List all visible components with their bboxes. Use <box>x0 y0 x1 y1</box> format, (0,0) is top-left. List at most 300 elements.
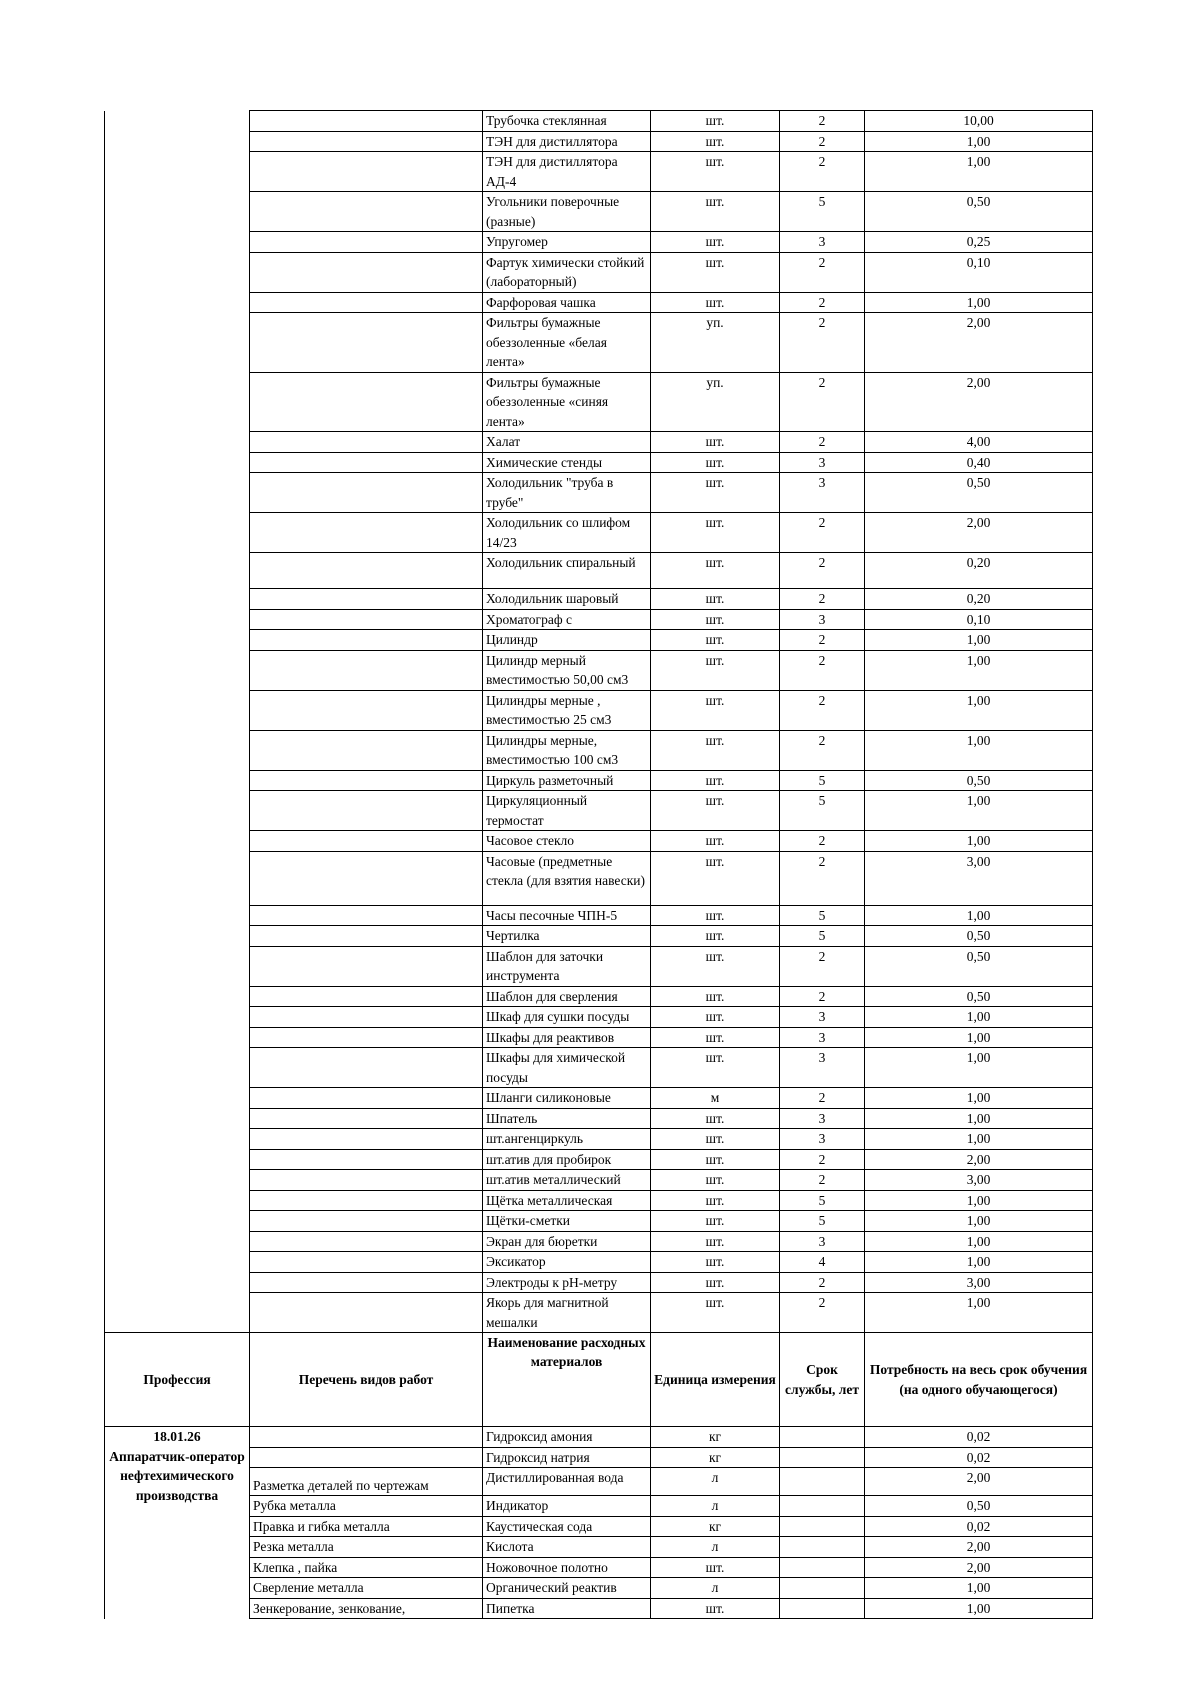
service-life-cell: 2 <box>780 946 865 986</box>
works-cell <box>250 1149 483 1170</box>
header-profession: Профессия <box>105 1333 250 1427</box>
requirement-cell: 1,00 <box>865 1129 1093 1150</box>
table-row <box>105 1129 1093 1150</box>
material-name-cell: Ножовочное полотно <box>483 1557 651 1578</box>
requirement-cell: 0,50 <box>865 986 1093 1007</box>
works-cell <box>250 1272 483 1293</box>
unit-cell: шт. <box>651 1027 780 1048</box>
requirement-cell: 1,00 <box>865 1108 1093 1129</box>
works-cell <box>250 252 483 292</box>
table-row <box>105 630 1093 651</box>
requirement-cell: 0,20 <box>865 553 1093 589</box>
requirement-cell: 1,00 <box>865 650 1093 690</box>
requirement-cell: 1,00 <box>865 1598 1093 1619</box>
unit-cell: л <box>651 1578 780 1599</box>
service-life-cell: 3 <box>780 232 865 253</box>
service-life-cell: 3 <box>780 1007 865 1028</box>
service-life-cell <box>780 1468 865 1496</box>
profession-cell <box>105 232 250 253</box>
works-cell <box>250 1007 483 1028</box>
works-cell <box>250 111 483 132</box>
requirement-cell: 1,00 <box>865 131 1093 152</box>
material-name-cell: Кислота <box>483 1537 651 1558</box>
profession-code: 18.01.26 <box>153 1429 201 1444</box>
profession-cell <box>105 152 250 192</box>
profession-cell <box>105 1048 250 1088</box>
material-name-cell: Каустическая сода <box>483 1516 651 1537</box>
unit-cell: шт. <box>651 1170 780 1191</box>
table-row <box>105 1427 1093 1448</box>
profession-cell <box>105 1088 250 1109</box>
table-row <box>105 1108 1093 1129</box>
requirement-cell: 2,00 <box>865 513 1093 553</box>
service-life-cell: 2 <box>780 1149 865 1170</box>
profession-cell <box>105 1170 250 1191</box>
works-cell <box>250 1211 483 1232</box>
service-life-cell: 3 <box>780 1027 865 1048</box>
works-cell <box>250 630 483 651</box>
material-name-cell: Щётки-сметки <box>483 1211 651 1232</box>
service-life-cell: 3 <box>780 473 865 513</box>
service-life-cell: 2 <box>780 851 865 905</box>
requirement-cell: 4,00 <box>865 432 1093 453</box>
table-row <box>105 232 1093 253</box>
table-row <box>105 1447 1093 1468</box>
unit-cell: л <box>651 1496 780 1517</box>
service-life-cell: 2 <box>780 313 865 373</box>
service-life-cell: 2 <box>780 630 865 651</box>
table-row <box>105 851 1093 905</box>
material-name-cell: Индикатор <box>483 1496 651 1517</box>
material-name-cell: Холодильник "труба в трубе" <box>483 473 651 513</box>
material-name-cell: Щётка металлическая <box>483 1190 651 1211</box>
unit-cell: шт. <box>651 252 780 292</box>
header-service-life: Срок службы, лет <box>780 1333 865 1427</box>
profession-cell <box>105 609 250 630</box>
requirement-cell: 1,00 <box>865 1231 1093 1252</box>
material-name-cell: Пипетка <box>483 1598 651 1619</box>
material-name-cell: Шкафы для химической посуды <box>483 1048 651 1088</box>
requirement-cell: 0,50 <box>865 926 1093 947</box>
works-cell <box>250 589 483 610</box>
works-cell <box>250 1252 483 1273</box>
service-life-cell <box>780 1516 865 1537</box>
requirement-cell: 2,00 <box>865 1468 1093 1496</box>
requirement-cell: 1,00 <box>865 690 1093 730</box>
works-cell <box>250 131 483 152</box>
profession-cell <box>105 111 250 132</box>
profession-cell <box>105 770 250 791</box>
works-cell <box>250 432 483 453</box>
unit-cell: шт. <box>651 1048 780 1088</box>
unit-cell: шт. <box>651 131 780 152</box>
requirement-cell: 1,00 <box>865 905 1093 926</box>
table-row <box>105 1272 1093 1293</box>
service-life-cell: 2 <box>780 690 865 730</box>
unit-cell: шт. <box>651 1252 780 1273</box>
table-row <box>105 650 1093 690</box>
requirement-cell: 1,00 <box>865 1088 1093 1109</box>
service-life-cell: 2 <box>780 589 865 610</box>
service-life-cell: 5 <box>780 770 865 791</box>
table-row <box>105 609 1093 630</box>
table-row <box>105 1190 1093 1211</box>
profession-cell <box>105 926 250 947</box>
works-cell <box>250 986 483 1007</box>
profession-cell <box>105 1190 250 1211</box>
requirement-cell: 1,00 <box>865 1578 1093 1599</box>
unit-cell: уп. <box>651 372 780 432</box>
unit-cell: шт. <box>651 1231 780 1252</box>
unit-cell: шт. <box>651 452 780 473</box>
requirement-cell: 2,00 <box>865 372 1093 432</box>
profession-cell <box>105 1211 250 1232</box>
material-name-cell: Дистиллированная вода <box>483 1468 651 1496</box>
unit-cell: шт. <box>651 926 780 947</box>
material-name-cell: Халат <box>483 432 651 453</box>
service-life-cell: 3 <box>780 609 865 630</box>
work-type-cell: Зенкерование, зенкование, <box>250 1598 483 1619</box>
table-row <box>105 252 1093 292</box>
profession-cell <box>105 791 250 831</box>
profession-cell <box>105 292 250 313</box>
table-row <box>105 770 1093 791</box>
service-life-cell <box>780 1537 865 1558</box>
unit-cell: кг <box>651 1516 780 1537</box>
material-name-cell: Цилиндр <box>483 630 651 651</box>
table-row <box>105 589 1093 610</box>
table-row <box>105 131 1093 152</box>
service-life-cell: 2 <box>780 111 865 132</box>
table-row <box>105 452 1093 473</box>
service-life-cell: 5 <box>780 1190 865 1211</box>
service-life-cell: 5 <box>780 192 865 232</box>
unit-cell: шт. <box>651 609 780 630</box>
material-name-cell: шт.атив металлический <box>483 1170 651 1191</box>
table-row <box>105 372 1093 432</box>
works-cell <box>250 690 483 730</box>
service-life-cell: 3 <box>780 1048 865 1088</box>
table-row <box>105 1170 1093 1191</box>
material-name-cell: Фильтры бумажные обеззоленные «синяя лента» <box>483 372 651 432</box>
requirement-cell: 2,00 <box>865 1149 1093 1170</box>
works-cell <box>250 730 483 770</box>
table-row <box>105 730 1093 770</box>
profession-cell <box>105 630 250 651</box>
service-life-cell: 3 <box>780 1129 865 1150</box>
profession-cell <box>105 1272 250 1293</box>
table-row <box>105 1578 1093 1599</box>
requirement-cell: 0,50 <box>865 1496 1093 1517</box>
requirement-cell: 0,50 <box>865 473 1093 513</box>
table-row <box>105 152 1093 192</box>
works-cell <box>250 1293 483 1333</box>
service-life-cell <box>780 1427 865 1448</box>
service-life-cell: 2 <box>780 730 865 770</box>
works-cell <box>250 1190 483 1211</box>
table-row <box>105 1027 1093 1048</box>
material-name-cell: Гидроксид натрия <box>483 1447 651 1468</box>
table-row <box>105 313 1093 373</box>
profession-cell <box>105 1231 250 1252</box>
work-type-cell: Правка и гибка металла <box>250 1516 483 1537</box>
materials-table <box>104 110 1093 1619</box>
profession-cell <box>105 1129 250 1150</box>
works-cell <box>250 1027 483 1048</box>
requirement-cell: 1,00 <box>865 1252 1093 1273</box>
table-row <box>105 1557 1093 1578</box>
profession-cell <box>105 452 250 473</box>
service-life-cell: 5 <box>780 926 865 947</box>
profession-cell <box>105 1427 250 1619</box>
profession-cell <box>105 372 250 432</box>
material-name-cell: Циркуляционный термостат <box>483 791 651 831</box>
unit-cell: кг <box>651 1427 780 1448</box>
service-life-cell: 5 <box>780 1211 865 1232</box>
requirement-cell: 0,40 <box>865 452 1093 473</box>
service-life-cell: 2 <box>780 152 865 192</box>
works-cell <box>250 851 483 905</box>
unit-cell: уп. <box>651 313 780 373</box>
requirement-cell: 0,02 <box>865 1516 1093 1537</box>
profession-cell <box>105 192 250 232</box>
works-cell <box>250 926 483 947</box>
work-type-cell <box>250 1427 483 1448</box>
table-row <box>105 946 1093 986</box>
profession-cell <box>105 252 250 292</box>
table-row <box>105 1252 1093 1273</box>
material-name-cell: шт.атив для пробирок <box>483 1149 651 1170</box>
works-cell <box>250 770 483 791</box>
unit-cell: шт. <box>651 292 780 313</box>
material-name-cell: Шаблон для сверления <box>483 986 651 1007</box>
works-cell <box>250 1048 483 1088</box>
unit-cell: шт. <box>651 1108 780 1129</box>
works-cell <box>250 473 483 513</box>
unit-cell: л <box>651 1537 780 1558</box>
material-name-cell: Цилиндры мерные, вместимостью 100 см3 <box>483 730 651 770</box>
work-type-cell: Сверление металла <box>250 1578 483 1599</box>
works-cell <box>250 292 483 313</box>
unit-cell: шт. <box>651 111 780 132</box>
unit-cell: шт. <box>651 432 780 453</box>
material-name-cell: Фарфоровая чашка <box>483 292 651 313</box>
consumables-sheet <box>104 110 1092 1619</box>
table-row <box>105 1598 1093 1619</box>
works-cell <box>250 905 483 926</box>
table-row <box>105 1537 1093 1558</box>
requirement-cell: 1,00 <box>865 1190 1093 1211</box>
requirement-cell: 0,10 <box>865 609 1093 630</box>
header-works: Перечень видов работ <box>250 1333 483 1427</box>
service-life-cell: 2 <box>780 831 865 852</box>
requirement-cell: 2,00 <box>865 1557 1093 1578</box>
table-row <box>105 831 1093 852</box>
profession-cell <box>105 650 250 690</box>
service-life-cell: 2 <box>780 1170 865 1191</box>
table-row <box>105 1048 1093 1088</box>
service-life-cell: 3 <box>780 1108 865 1129</box>
unit-cell: шт. <box>651 650 780 690</box>
service-life-cell: 5 <box>780 791 865 831</box>
material-name-cell: Шланги силиконовые <box>483 1088 651 1109</box>
unit-cell: шт. <box>651 730 780 770</box>
table-row <box>105 1007 1093 1028</box>
profession-cell <box>105 1007 250 1028</box>
requirement-cell: 1,00 <box>865 791 1093 831</box>
material-name-cell: Упругомер <box>483 232 651 253</box>
requirement-cell: 10,00 <box>865 111 1093 132</box>
works-cell <box>250 946 483 986</box>
requirement-cell: 0,02 <box>865 1447 1093 1468</box>
requirement-cell: 1,00 <box>865 730 1093 770</box>
requirement-cell: 1,00 <box>865 630 1093 651</box>
material-name-cell: Холодильник со шлифом 14/23 <box>483 513 651 553</box>
profession-cell <box>105 1293 250 1333</box>
unit-cell: шт. <box>651 232 780 253</box>
material-name-cell: Часовые (предметные стекла (для взятия навески) <box>483 851 651 905</box>
requirement-cell: 3,00 <box>865 851 1093 905</box>
table-row <box>105 553 1093 589</box>
requirement-cell: 0,50 <box>865 946 1093 986</box>
table-row <box>105 905 1093 926</box>
requirement-cell: 1,00 <box>865 1211 1093 1232</box>
material-name-cell: Фильтры бумажные обеззоленные «белая лента» <box>483 313 651 373</box>
work-type-cell: Рубка металла <box>250 1496 483 1517</box>
unit-cell: шт. <box>651 851 780 905</box>
unit-cell: шт. <box>651 1557 780 1578</box>
table-row <box>105 1496 1093 1517</box>
profession-cell <box>105 131 250 152</box>
material-name-cell: ТЭН для дистиллятора <box>483 131 651 152</box>
material-name-cell: Фартук химически стойкий (лабораторный) <box>483 252 651 292</box>
table-row <box>105 986 1093 1007</box>
table-row <box>105 1468 1093 1496</box>
requirement-cell: 0,10 <box>865 252 1093 292</box>
requirement-cell: 3,00 <box>865 1170 1093 1191</box>
works-cell <box>250 1170 483 1191</box>
requirement-cell: 0,20 <box>865 589 1093 610</box>
profession-cell <box>105 986 250 1007</box>
works-cell <box>250 609 483 630</box>
unit-cell: шт. <box>651 946 780 986</box>
material-name-cell: шт.ангенциркуль <box>483 1129 651 1150</box>
material-name-cell: Якорь для магнитной мешалки <box>483 1293 651 1333</box>
requirement-cell: 1,00 <box>865 1027 1093 1048</box>
table-row <box>105 791 1093 831</box>
material-name-cell: Часы песочные ЧПН-5 <box>483 905 651 926</box>
material-name-cell: Эксикатор <box>483 1252 651 1273</box>
requirement-cell: 2,00 <box>865 1537 1093 1558</box>
works-cell <box>250 372 483 432</box>
material-name-cell: Органический реактив <box>483 1578 651 1599</box>
works-cell <box>250 452 483 473</box>
header-requirement: Потребность на весь срок обучения (на одного обучающегося) <box>865 1333 1093 1427</box>
material-name-cell: Чертилка <box>483 926 651 947</box>
unit-cell: шт. <box>651 1293 780 1333</box>
unit-cell: шт. <box>651 1211 780 1232</box>
service-life-cell: 5 <box>780 905 865 926</box>
service-life-cell <box>780 1496 865 1517</box>
unit-cell: шт. <box>651 690 780 730</box>
profession-cell <box>105 1027 250 1048</box>
profession-cell <box>105 905 250 926</box>
service-life-cell <box>780 1578 865 1599</box>
header-material-name: Наименование расходных материалов <box>483 1333 651 1427</box>
service-life-cell: 2 <box>780 292 865 313</box>
profession-cell <box>105 1149 250 1170</box>
unit-cell: шт. <box>651 1272 780 1293</box>
work-type-cell: Клепка , пайка <box>250 1557 483 1578</box>
service-life-cell: 2 <box>780 432 865 453</box>
table-row <box>105 513 1093 553</box>
material-name-cell: Экран для бюретки <box>483 1231 651 1252</box>
unit-cell: шт. <box>651 831 780 852</box>
table-row <box>105 473 1093 513</box>
unit-cell: шт. <box>651 791 780 831</box>
unit-cell: кг <box>651 1447 780 1468</box>
profession-cell <box>105 831 250 852</box>
table-row <box>105 690 1093 730</box>
profession-cell <box>105 513 250 553</box>
service-life-cell: 4 <box>780 1252 865 1273</box>
unit-cell: шт. <box>651 553 780 589</box>
service-life-cell <box>780 1598 865 1619</box>
works-cell <box>250 831 483 852</box>
service-life-cell <box>780 1447 865 1468</box>
service-life-cell: 3 <box>780 452 865 473</box>
unit-cell: шт. <box>651 589 780 610</box>
unit-cell: шт. <box>651 1190 780 1211</box>
profession-cell <box>105 432 250 453</box>
table-row <box>105 926 1093 947</box>
header-unit: Единица измерения <box>651 1333 780 1427</box>
requirement-cell: 1,00 <box>865 1007 1093 1028</box>
material-name-cell: Холодильник шаровый <box>483 589 651 610</box>
material-name-cell: Циркуль разметочный <box>483 770 651 791</box>
profession-cell <box>105 1108 250 1129</box>
work-type-cell: Разметка деталей по чертежам <box>250 1468 483 1496</box>
profession-cell <box>105 730 250 770</box>
unit-cell: л <box>651 1468 780 1496</box>
table-row <box>105 111 1093 132</box>
material-name-cell: Часовое стекло <box>483 831 651 852</box>
profession-cell <box>105 946 250 986</box>
unit-cell: шт. <box>651 770 780 791</box>
material-name-cell: Шаблон для заточки инструмента <box>483 946 651 986</box>
material-name-cell: Гидроксид амония <box>483 1427 651 1448</box>
profession-cell <box>105 1252 250 1273</box>
material-name-cell: Угольники поверочные (разные) <box>483 192 651 232</box>
profession-cell <box>105 851 250 905</box>
requirement-cell: 1,00 <box>865 831 1093 852</box>
table-row <box>105 192 1093 232</box>
works-cell <box>250 513 483 553</box>
service-life-cell: 2 <box>780 131 865 152</box>
profession-cell <box>105 553 250 589</box>
table-row <box>105 1231 1093 1252</box>
table-row <box>105 1211 1093 1232</box>
unit-cell: м <box>651 1088 780 1109</box>
unit-cell: шт. <box>651 1149 780 1170</box>
profession-title: Аппаратчик-оператор нефтехимического производства <box>109 1448 245 1503</box>
unit-cell: шт. <box>651 1007 780 1028</box>
service-life-cell: 2 <box>780 1293 865 1333</box>
unit-cell: шт. <box>651 473 780 513</box>
unit-cell: шт. <box>651 192 780 232</box>
material-name-cell: Холодильник спиральный <box>483 553 651 589</box>
works-cell <box>250 192 483 232</box>
